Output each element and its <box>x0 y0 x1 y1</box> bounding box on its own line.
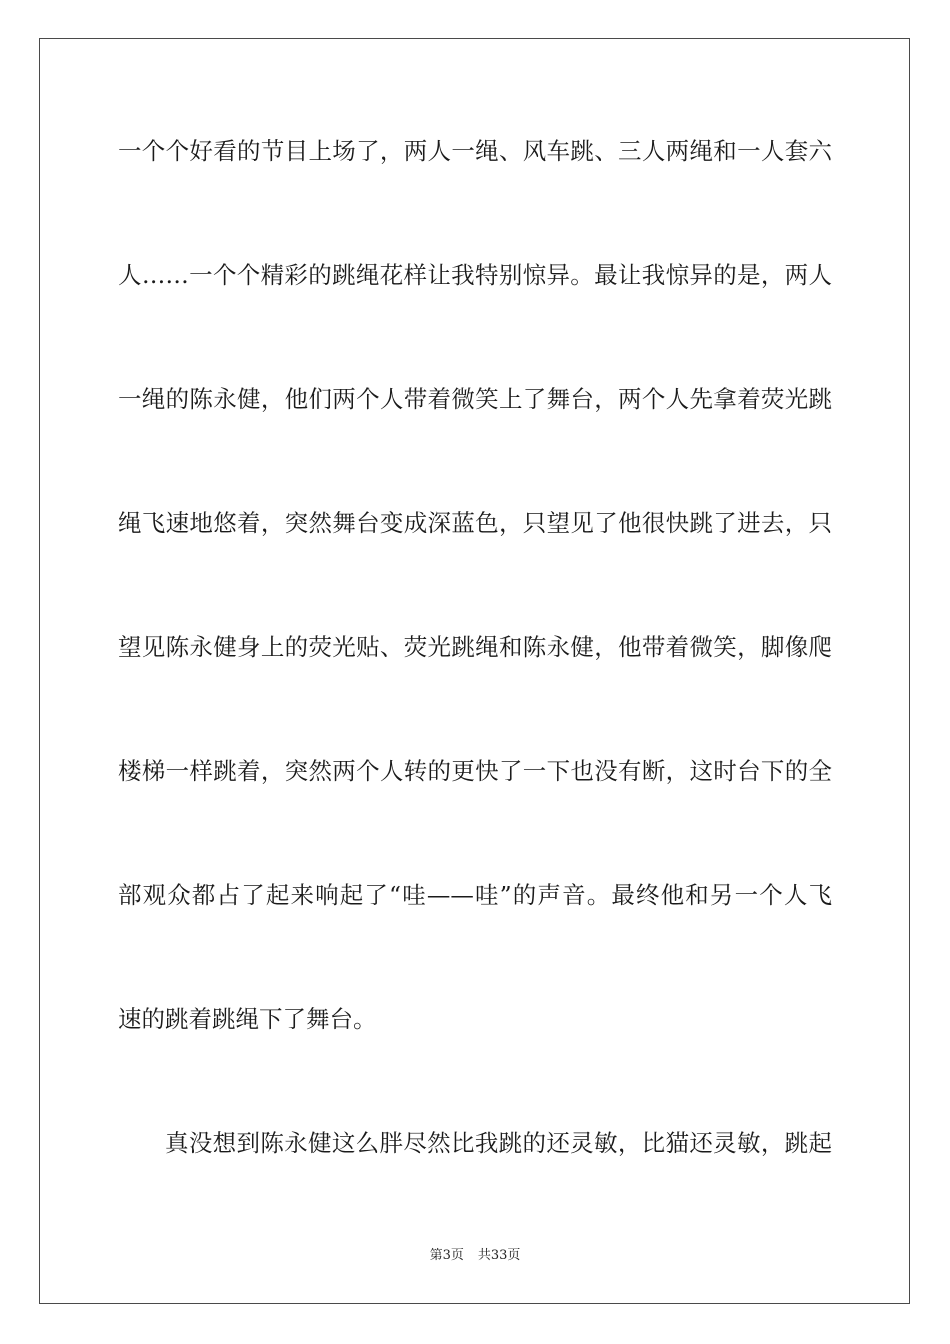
text-line: 一个个好看的节目上场了，两人一绳、风车跳、三人两绳和一人套六 <box>118 137 832 165</box>
text-line: 速的跳着跳绳下了舞台。 <box>118 1005 377 1033</box>
text-line: 人……一个个精彩的跳绳花样让我特别惊异。最让我惊异的是，两人 <box>118 261 832 289</box>
page-number: 第3页 <box>429 1248 464 1263</box>
text-line: 真没想到陈永健这么胖尽然比我跳的还灵敏，比猫还灵敏，跳起 <box>165 1129 832 1157</box>
text-line: 绳飞速地悠着，突然舞台变成深蓝色，只望见了他很快跳了进去，只 <box>118 509 832 537</box>
page-footer <box>0 1247 950 1265</box>
page-border <box>39 38 910 1304</box>
page-total: 共33页 <box>477 1248 521 1263</box>
text-line: 望见陈永健身上的荧光贴、荧光跳绳和陈永健，他带着微笑，脚像爬 <box>118 633 832 661</box>
text-line: 一绳的陈永健，他们两个人带着微笑上了舞台，两个人先拿着荧光跳 <box>118 385 832 413</box>
text-line: 部观众都占了起来响起了“哇——哇”的声音。最终他和另一个人飞 <box>118 881 832 909</box>
text-line: 楼梯一样跳着，突然两个人转的更快了一下也没有断，这时台下的全 <box>118 757 832 785</box>
